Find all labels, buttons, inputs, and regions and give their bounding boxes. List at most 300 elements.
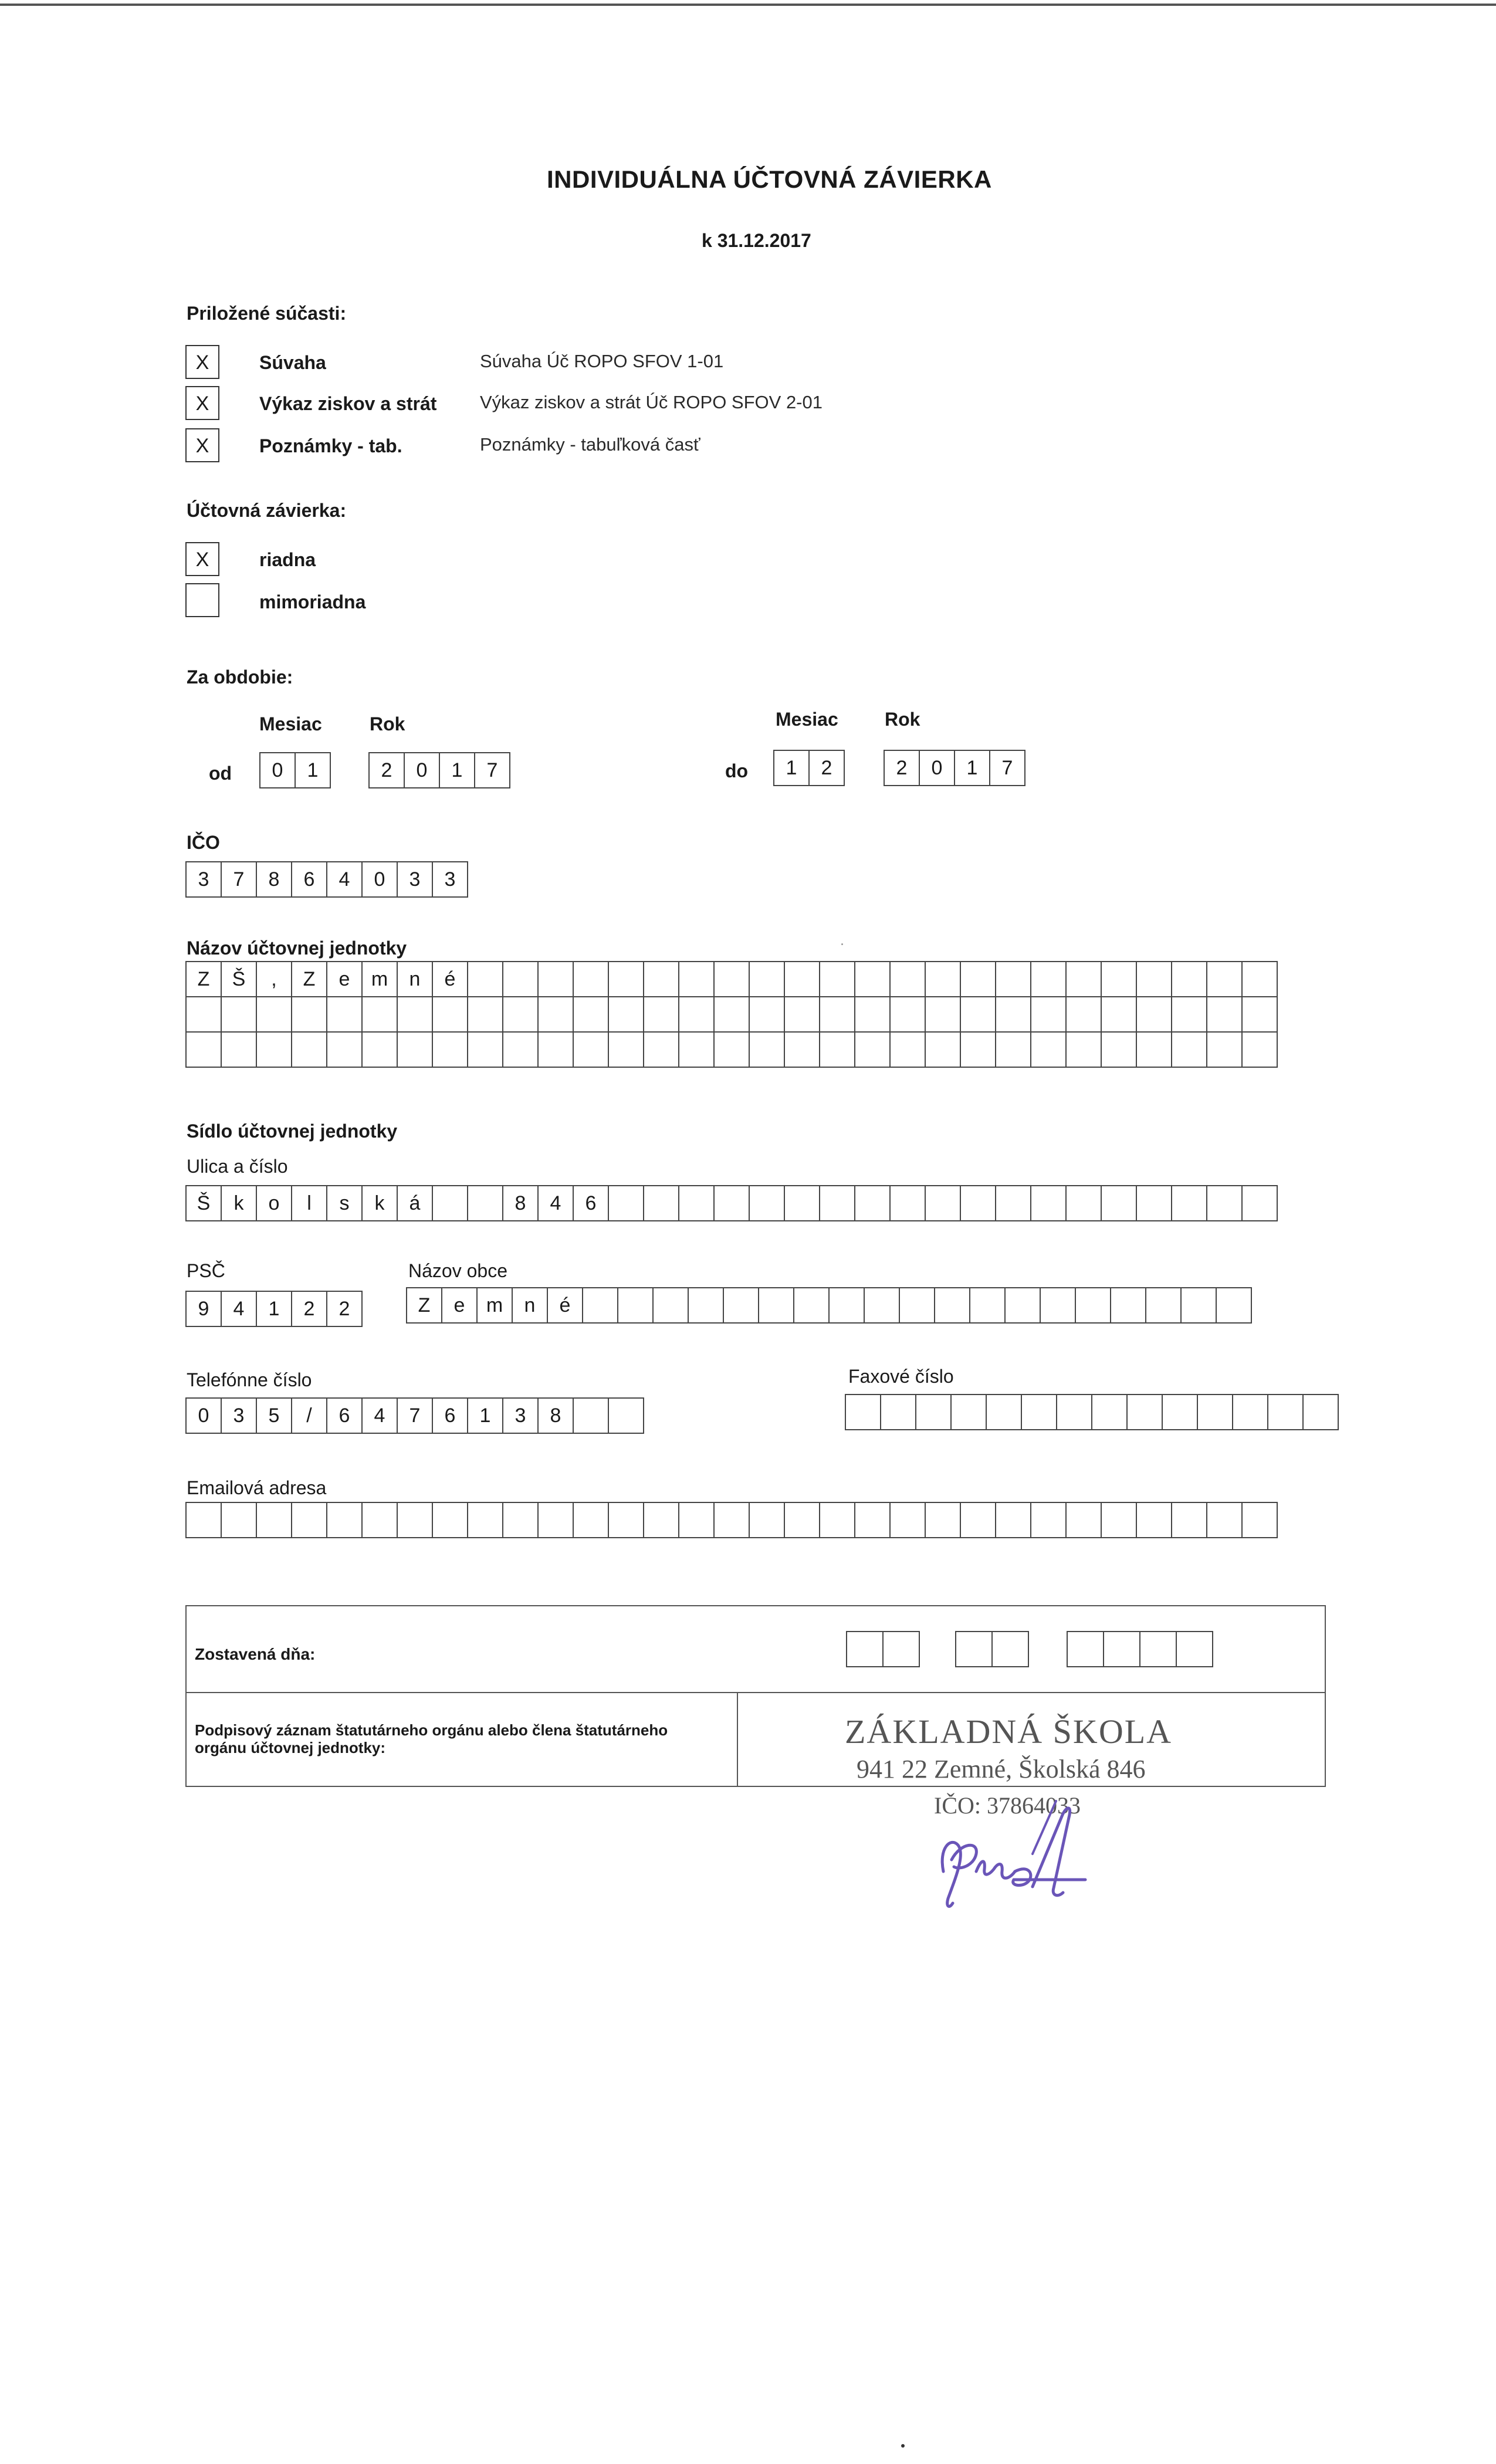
char-cell[interactable] bbox=[1216, 1287, 1252, 1324]
stamp-ico: IČO: 37864033 bbox=[934, 1792, 1081, 1819]
char-cell[interactable] bbox=[1101, 996, 1137, 1033]
unit-name-label: Názov účtovnej jednotky bbox=[187, 937, 407, 959]
char-cell[interactable] bbox=[432, 1031, 468, 1068]
char-cell[interactable] bbox=[688, 1287, 724, 1324]
char-cell[interactable] bbox=[793, 1287, 830, 1324]
digit-cell[interactable]: 3 bbox=[185, 861, 222, 898]
char-cell[interactable] bbox=[1241, 1185, 1278, 1221]
digit-cell[interactable]: 3 bbox=[432, 861, 468, 898]
char-cell[interactable] bbox=[467, 961, 503, 997]
char-cell[interactable] bbox=[326, 1502, 363, 1538]
char-cell[interactable] bbox=[828, 1287, 865, 1324]
char-cell[interactable]: 5 bbox=[256, 1397, 292, 1434]
digit-cell[interactable]: 1 bbox=[439, 752, 475, 788]
date-cell[interactable] bbox=[991, 1631, 1029, 1667]
unit-name-row bbox=[185, 961, 1277, 997]
char-cell[interactable] bbox=[1091, 1394, 1128, 1430]
char-cell[interactable]: Z bbox=[406, 1287, 442, 1324]
char-cell[interactable] bbox=[582, 1287, 618, 1324]
phone-field[interactable] bbox=[185, 1397, 643, 1434]
char-cell[interactable] bbox=[608, 1185, 644, 1221]
char-cell[interactable] bbox=[397, 996, 433, 1033]
signature-column-divider bbox=[737, 1692, 738, 1786]
char-cell[interactable]: m bbox=[361, 961, 398, 997]
attachment-label-balance: Súvaha bbox=[259, 352, 326, 373]
unit-name-row bbox=[185, 1033, 1277, 1068]
char-cell[interactable] bbox=[889, 1031, 926, 1068]
char-cell[interactable] bbox=[854, 1185, 891, 1221]
char-cell[interactable] bbox=[1101, 1502, 1137, 1538]
char-cell[interactable] bbox=[537, 996, 574, 1033]
char-cell[interactable] bbox=[995, 961, 1031, 997]
digit-cell[interactable]: 2 bbox=[884, 750, 920, 786]
char-cell[interactable] bbox=[1206, 1031, 1243, 1068]
char-cell[interactable]: k bbox=[361, 1185, 398, 1221]
char-cell[interactable] bbox=[221, 1502, 257, 1538]
date-cell[interactable] bbox=[955, 1631, 993, 1667]
char-cell[interactable] bbox=[1040, 1287, 1076, 1324]
char-cell[interactable] bbox=[819, 1031, 855, 1068]
digit-cell[interactable]: 3 bbox=[397, 861, 433, 898]
char-cell[interactable]: 1 bbox=[256, 1291, 292, 1327]
compiled-day-field[interactable] bbox=[846, 1631, 919, 1667]
char-cell[interactable]: Š bbox=[221, 961, 257, 997]
char-cell[interactable]: 6 bbox=[326, 1397, 363, 1434]
period-to-label: do bbox=[725, 760, 749, 781]
char-cell[interactable]: 4 bbox=[361, 1397, 398, 1434]
attachment-desc-balance: Súvaha Úč ROPO SFOV 1-01 bbox=[480, 351, 724, 371]
char-cell[interactable] bbox=[1136, 1502, 1172, 1538]
char-cell[interactable] bbox=[1171, 1502, 1207, 1538]
char-cell[interactable] bbox=[291, 1031, 327, 1068]
char-cell[interactable]: 7 bbox=[397, 1397, 433, 1434]
char-cell[interactable] bbox=[1056, 1394, 1092, 1430]
char-cell[interactable] bbox=[995, 1185, 1031, 1221]
char-cell[interactable] bbox=[784, 1502, 820, 1538]
char-cell[interactable] bbox=[678, 1185, 715, 1221]
psc-field[interactable] bbox=[185, 1291, 361, 1327]
char-cell[interactable] bbox=[784, 1185, 820, 1221]
char-cell[interactable] bbox=[1241, 961, 1278, 997]
date-cell[interactable] bbox=[1103, 1631, 1140, 1667]
char-cell[interactable]: 2 bbox=[291, 1291, 327, 1327]
char-cell[interactable]: é bbox=[432, 961, 468, 997]
char-cell[interactable] bbox=[864, 1287, 900, 1324]
char-cell[interactable] bbox=[713, 961, 750, 997]
char-cell[interactable] bbox=[1206, 961, 1243, 997]
char-cell[interactable] bbox=[749, 961, 785, 997]
char-cell[interactable] bbox=[758, 1287, 794, 1324]
char-cell[interactable]: Z bbox=[185, 961, 222, 997]
char-cell[interactable] bbox=[432, 1502, 468, 1538]
attachment-desc-notes: Poznámky - tabuľková časť bbox=[480, 434, 700, 455]
char-cell[interactable] bbox=[573, 1031, 609, 1068]
closing-label-regular: riadna bbox=[259, 549, 316, 570]
char-cell[interactable] bbox=[1065, 1185, 1102, 1221]
char-cell[interactable] bbox=[995, 1031, 1031, 1068]
digit-cell[interactable]: 7 bbox=[474, 752, 510, 788]
char-cell[interactable] bbox=[185, 1502, 222, 1538]
char-cell[interactable] bbox=[291, 996, 327, 1033]
document-date: k 31.12.2017 bbox=[702, 230, 811, 251]
city-field[interactable] bbox=[406, 1287, 1251, 1324]
char-cell[interactable] bbox=[397, 1031, 433, 1068]
char-cell[interactable] bbox=[221, 1031, 257, 1068]
char-cell[interactable] bbox=[784, 996, 820, 1033]
char-cell[interactable]: 4 bbox=[537, 1185, 574, 1221]
char-cell[interactable] bbox=[713, 996, 750, 1033]
char-cell[interactable] bbox=[537, 1031, 574, 1068]
period-from-label: od bbox=[209, 763, 232, 784]
psc-label: PSČ bbox=[187, 1260, 225, 1281]
char-cell[interactable] bbox=[925, 961, 961, 997]
char-cell[interactable]: / bbox=[291, 1397, 327, 1434]
char-cell[interactable]: 9 bbox=[185, 1291, 222, 1327]
email-field[interactable] bbox=[185, 1502, 1277, 1538]
attachment-label-notes: Poznámky - tab. bbox=[259, 435, 402, 456]
period-to-month-label: Mesiac bbox=[776, 709, 838, 730]
phone-label: Telefónne číslo bbox=[187, 1369, 312, 1390]
compiled-month-field[interactable] bbox=[955, 1631, 1028, 1667]
char-cell[interactable] bbox=[960, 1031, 996, 1068]
char-cell[interactable]: 6 bbox=[432, 1397, 468, 1434]
char-cell[interactable] bbox=[969, 1287, 1006, 1324]
char-cell[interactable]: k bbox=[221, 1185, 257, 1221]
char-cell[interactable] bbox=[185, 996, 222, 1033]
char-cell[interactable]: 3 bbox=[502, 1397, 539, 1434]
signature-label: Podpisový záznam štatutárneho orgánu alebo člena štatutárneho orgánu účtovnej jednotky: bbox=[195, 1721, 668, 1756]
char-cell[interactable] bbox=[256, 996, 292, 1033]
digit-cell[interactable]: 7 bbox=[221, 861, 257, 898]
char-cell[interactable] bbox=[1241, 1031, 1278, 1068]
period-to-month-field[interactable] bbox=[773, 750, 844, 786]
city-label: Názov obce bbox=[408, 1260, 507, 1281]
char-cell[interactable] bbox=[854, 1031, 891, 1068]
char-cell[interactable] bbox=[1101, 1031, 1137, 1068]
char-cell[interactable] bbox=[361, 1502, 398, 1538]
period-from-year-field[interactable] bbox=[368, 752, 509, 788]
char-cell[interactable]: 1 bbox=[467, 1397, 503, 1434]
period-heading: Za obdobie: bbox=[187, 666, 293, 688]
char-cell[interactable] bbox=[1162, 1394, 1198, 1430]
char-cell[interactable] bbox=[925, 1031, 961, 1068]
char-cell[interactable]: 6 bbox=[573, 1185, 609, 1221]
char-cell[interactable]: n bbox=[397, 961, 433, 997]
date-cell[interactable] bbox=[1176, 1631, 1213, 1667]
digit-cell[interactable]: 0 bbox=[404, 752, 440, 788]
char-cell[interactable]: n bbox=[512, 1287, 548, 1324]
char-cell[interactable] bbox=[1180, 1287, 1217, 1324]
char-cell[interactable] bbox=[502, 996, 539, 1033]
date-cell[interactable] bbox=[1139, 1631, 1177, 1667]
handwritten-signature bbox=[915, 1783, 1109, 1936]
char-cell[interactable] bbox=[925, 1185, 961, 1221]
char-cell[interactable]: é bbox=[547, 1287, 583, 1324]
char-cell[interactable]: , bbox=[256, 961, 292, 997]
char-cell[interactable] bbox=[678, 1502, 715, 1538]
char-cell[interactable] bbox=[1004, 1287, 1041, 1324]
digit-cell[interactable]: 2 bbox=[808, 750, 845, 786]
char-cell[interactable] bbox=[1101, 961, 1137, 997]
char-cell[interactable] bbox=[1136, 1185, 1172, 1221]
char-cell[interactable] bbox=[749, 1185, 785, 1221]
char-cell[interactable] bbox=[1065, 1502, 1102, 1538]
char-cell[interactable] bbox=[960, 1502, 996, 1538]
char-cell[interactable] bbox=[1302, 1394, 1339, 1430]
char-cell[interactable]: á bbox=[397, 1185, 433, 1221]
period-from-year-label: Rok bbox=[370, 713, 405, 735]
char-cell[interactable] bbox=[1241, 1502, 1278, 1538]
ico-field[interactable] bbox=[185, 861, 467, 898]
digit-cell[interactable]: 7 bbox=[989, 750, 1025, 786]
digit-cell[interactable]: 0 bbox=[259, 752, 296, 788]
digit-cell[interactable]: 4 bbox=[326, 861, 363, 898]
char-cell[interactable] bbox=[537, 961, 574, 997]
char-cell[interactable] bbox=[713, 1502, 750, 1538]
char-cell[interactable] bbox=[397, 1502, 433, 1538]
char-cell[interactable] bbox=[643, 961, 679, 997]
char-cell[interactable] bbox=[784, 961, 820, 997]
char-cell[interactable] bbox=[934, 1287, 970, 1324]
char-cell[interactable] bbox=[326, 996, 363, 1033]
closing-heading: Účtovná závierka: bbox=[187, 500, 347, 521]
char-cell[interactable] bbox=[960, 1185, 996, 1221]
char-cell[interactable] bbox=[819, 961, 855, 997]
scan-speck bbox=[841, 943, 843, 945]
char-cell[interactable] bbox=[256, 1502, 292, 1538]
char-cell[interactable] bbox=[819, 1502, 855, 1538]
char-cell[interactable] bbox=[432, 1185, 468, 1221]
char-cell[interactable]: Š bbox=[185, 1185, 222, 1221]
char-cell[interactable] bbox=[643, 1031, 679, 1068]
attachment-label-income: Výkaz ziskov a strát bbox=[259, 393, 437, 414]
digit-cell[interactable]: 1 bbox=[773, 750, 810, 786]
street-field[interactable] bbox=[185, 1185, 1277, 1221]
char-cell[interactable] bbox=[652, 1287, 689, 1324]
char-cell[interactable]: 8 bbox=[502, 1185, 539, 1221]
char-cell[interactable] bbox=[1030, 1185, 1067, 1221]
char-cell[interactable] bbox=[1171, 961, 1207, 997]
char-cell[interactable] bbox=[854, 961, 891, 997]
char-cell[interactable]: Z bbox=[291, 961, 327, 997]
fax-label: Faxové číslo bbox=[848, 1366, 954, 1387]
attachment-checkbox-balance[interactable]: X bbox=[185, 345, 219, 379]
compiled-year-field[interactable] bbox=[1067, 1631, 1212, 1667]
digit-cell[interactable]: 2 bbox=[368, 752, 405, 788]
char-cell[interactable] bbox=[1075, 1287, 1111, 1324]
char-cell[interactable] bbox=[678, 961, 715, 997]
char-cell[interactable] bbox=[995, 1502, 1031, 1538]
char-cell[interactable] bbox=[1065, 996, 1102, 1033]
char-cell[interactable] bbox=[1110, 1287, 1146, 1324]
digit-cell[interactable]: 1 bbox=[295, 752, 331, 788]
char-cell[interactable] bbox=[502, 961, 539, 997]
attachment-checkbox-notes[interactable]: X bbox=[185, 428, 219, 462]
char-cell[interactable] bbox=[1065, 1031, 1102, 1068]
char-cell[interactable] bbox=[889, 961, 926, 997]
char-cell[interactable] bbox=[678, 996, 715, 1033]
char-cell[interactable] bbox=[1171, 1031, 1207, 1068]
closing-checkbox-extraordinary[interactable] bbox=[185, 583, 219, 617]
char-cell[interactable] bbox=[713, 1031, 750, 1068]
char-cell[interactable] bbox=[1101, 1185, 1137, 1221]
top-edge-line bbox=[0, 4, 1496, 6]
char-cell[interactable] bbox=[889, 996, 926, 1033]
char-cell[interactable] bbox=[1136, 996, 1172, 1033]
ico-label: IČO bbox=[187, 832, 220, 853]
attachment-desc-income: Výkaz ziskov a strát Úč ROPO SFOV 2-01 bbox=[480, 392, 823, 412]
char-cell[interactable] bbox=[1197, 1394, 1233, 1430]
char-cell[interactable] bbox=[889, 1502, 926, 1538]
char-cell[interactable] bbox=[256, 1031, 292, 1068]
char-cell[interactable]: 2 bbox=[326, 1291, 363, 1327]
char-cell[interactable] bbox=[819, 996, 855, 1033]
char-cell[interactable] bbox=[608, 1502, 644, 1538]
char-cell[interactable] bbox=[502, 1502, 539, 1538]
address-heading: Sídlo účtovnej jednotky bbox=[187, 1121, 398, 1142]
char-cell[interactable] bbox=[467, 1502, 503, 1538]
char-cell[interactable] bbox=[361, 996, 398, 1033]
char-cell[interactable]: 8 bbox=[537, 1397, 574, 1434]
digit-cell[interactable]: 0 bbox=[361, 861, 398, 898]
char-cell[interactable]: 3 bbox=[221, 1397, 257, 1434]
char-cell[interactable] bbox=[1171, 996, 1207, 1033]
stamp-address: 941 22 Zemné, Školská 846 bbox=[857, 1755, 1146, 1783]
char-cell[interactable] bbox=[1241, 996, 1278, 1033]
char-cell[interactable] bbox=[960, 961, 996, 997]
char-cell[interactable] bbox=[854, 1502, 891, 1538]
period-from-month-label: Mesiac bbox=[259, 713, 322, 735]
period-from-month-field[interactable] bbox=[259, 752, 330, 788]
street-label: Ulica a číslo bbox=[187, 1156, 288, 1177]
attachment-checkbox-income[interactable]: X bbox=[185, 386, 219, 420]
char-cell[interactable] bbox=[1145, 1287, 1182, 1324]
char-cell[interactable]: o bbox=[256, 1185, 292, 1221]
document-title: INDIVIDUÁLNA ÚČTOVNÁ ZÁVIERKA bbox=[547, 165, 992, 193]
char-cell[interactable] bbox=[185, 1031, 222, 1068]
char-cell[interactable] bbox=[617, 1287, 654, 1324]
char-cell[interactable] bbox=[678, 1031, 715, 1068]
signature-divider bbox=[187, 1692, 1325, 1693]
char-cell[interactable] bbox=[432, 996, 468, 1033]
char-cell[interactable] bbox=[1232, 1394, 1268, 1430]
char-cell[interactable] bbox=[889, 1185, 926, 1221]
char-cell[interactable] bbox=[537, 1502, 574, 1538]
char-cell[interactable] bbox=[608, 1397, 644, 1434]
char-cell[interactable] bbox=[1206, 1502, 1243, 1538]
char-cell[interactable] bbox=[749, 1502, 785, 1538]
char-cell[interactable] bbox=[925, 1502, 961, 1538]
char-cell[interactable] bbox=[749, 996, 785, 1033]
char-cell[interactable] bbox=[1030, 961, 1067, 997]
char-cell[interactable] bbox=[1126, 1394, 1163, 1430]
digit-cell[interactable]: 0 bbox=[919, 750, 955, 786]
char-cell[interactable]: 4 bbox=[221, 1291, 257, 1327]
char-cell[interactable] bbox=[784, 1031, 820, 1068]
attachments-heading: Priložené súčasti: bbox=[187, 303, 347, 324]
char-cell[interactable] bbox=[291, 1502, 327, 1538]
char-cell[interactable]: l bbox=[291, 1185, 327, 1221]
char-cell[interactable] bbox=[925, 996, 961, 1033]
char-cell[interactable] bbox=[1171, 1185, 1207, 1221]
digit-cell[interactable]: 6 bbox=[291, 861, 327, 898]
char-cell[interactable] bbox=[573, 1502, 609, 1538]
char-cell[interactable] bbox=[573, 1397, 609, 1434]
char-cell[interactable] bbox=[502, 1031, 539, 1068]
fax-field[interactable] bbox=[845, 1394, 1338, 1430]
char-cell[interactable] bbox=[361, 1031, 398, 1068]
char-cell[interactable] bbox=[643, 1502, 679, 1538]
stamp-name: ZÁKLADNÁ ŠKOLA bbox=[845, 1712, 1173, 1751]
char-cell[interactable] bbox=[749, 1031, 785, 1068]
date-cell[interactable] bbox=[1067, 1631, 1104, 1667]
char-cell[interactable] bbox=[713, 1185, 750, 1221]
char-cell[interactable] bbox=[467, 1031, 503, 1068]
unit-name-row bbox=[185, 997, 1277, 1033]
digit-cell[interactable]: 1 bbox=[954, 750, 990, 786]
char-cell[interactable] bbox=[1030, 996, 1067, 1033]
closing-checkbox-regular[interactable]: X bbox=[185, 542, 219, 576]
char-cell[interactable]: s bbox=[326, 1185, 363, 1221]
char-cell[interactable]: e bbox=[326, 961, 363, 997]
char-cell[interactable] bbox=[845, 1394, 881, 1430]
char-cell[interactable] bbox=[1267, 1394, 1304, 1430]
period-to-year-field[interactable] bbox=[884, 750, 1024, 786]
char-cell[interactable] bbox=[1136, 1031, 1172, 1068]
char-cell[interactable] bbox=[608, 1031, 644, 1068]
digit-cell[interactable]: 8 bbox=[256, 861, 292, 898]
email-label: Emailová adresa bbox=[187, 1477, 327, 1498]
char-cell[interactable] bbox=[573, 996, 609, 1033]
char-cell[interactable] bbox=[986, 1394, 1022, 1430]
char-cell[interactable] bbox=[326, 1031, 363, 1068]
scan-speck bbox=[901, 2444, 905, 2448]
char-cell[interactable] bbox=[899, 1287, 935, 1324]
char-cell[interactable] bbox=[1206, 996, 1243, 1033]
char-cell[interactable] bbox=[915, 1394, 952, 1430]
char-cell[interactable] bbox=[467, 1185, 503, 1221]
date-cell[interactable] bbox=[846, 1631, 884, 1667]
char-cell[interactable] bbox=[643, 996, 679, 1033]
char-cell[interactable]: 0 bbox=[185, 1397, 222, 1434]
char-cell[interactable] bbox=[467, 996, 503, 1033]
char-cell[interactable]: e bbox=[441, 1287, 478, 1324]
char-cell[interactable] bbox=[643, 1185, 679, 1221]
char-cell[interactable] bbox=[1030, 1031, 1067, 1068]
date-cell[interactable] bbox=[882, 1631, 920, 1667]
char-cell[interactable] bbox=[960, 996, 996, 1033]
char-cell[interactable] bbox=[723, 1287, 759, 1324]
char-cell[interactable] bbox=[1030, 1502, 1067, 1538]
char-cell[interactable] bbox=[854, 996, 891, 1033]
period-to-year-label: Rok bbox=[885, 709, 920, 730]
char-cell[interactable] bbox=[1021, 1394, 1057, 1430]
char-cell[interactable] bbox=[880, 1394, 916, 1430]
char-cell[interactable] bbox=[995, 996, 1031, 1033]
char-cell[interactable] bbox=[221, 996, 257, 1033]
char-cell[interactable] bbox=[573, 961, 609, 997]
char-cell[interactable] bbox=[608, 961, 644, 997]
char-cell[interactable]: m bbox=[476, 1287, 513, 1324]
compiled-label: Zostavená dňa: bbox=[195, 1645, 316, 1663]
char-cell[interactable] bbox=[608, 996, 644, 1033]
unit-name-field[interactable] bbox=[185, 961, 1277, 1068]
char-cell[interactable] bbox=[819, 1185, 855, 1221]
char-cell[interactable] bbox=[1136, 961, 1172, 997]
char-cell[interactable] bbox=[950, 1394, 987, 1430]
char-cell[interactable] bbox=[1065, 961, 1102, 997]
char-cell[interactable] bbox=[1206, 1185, 1243, 1221]
